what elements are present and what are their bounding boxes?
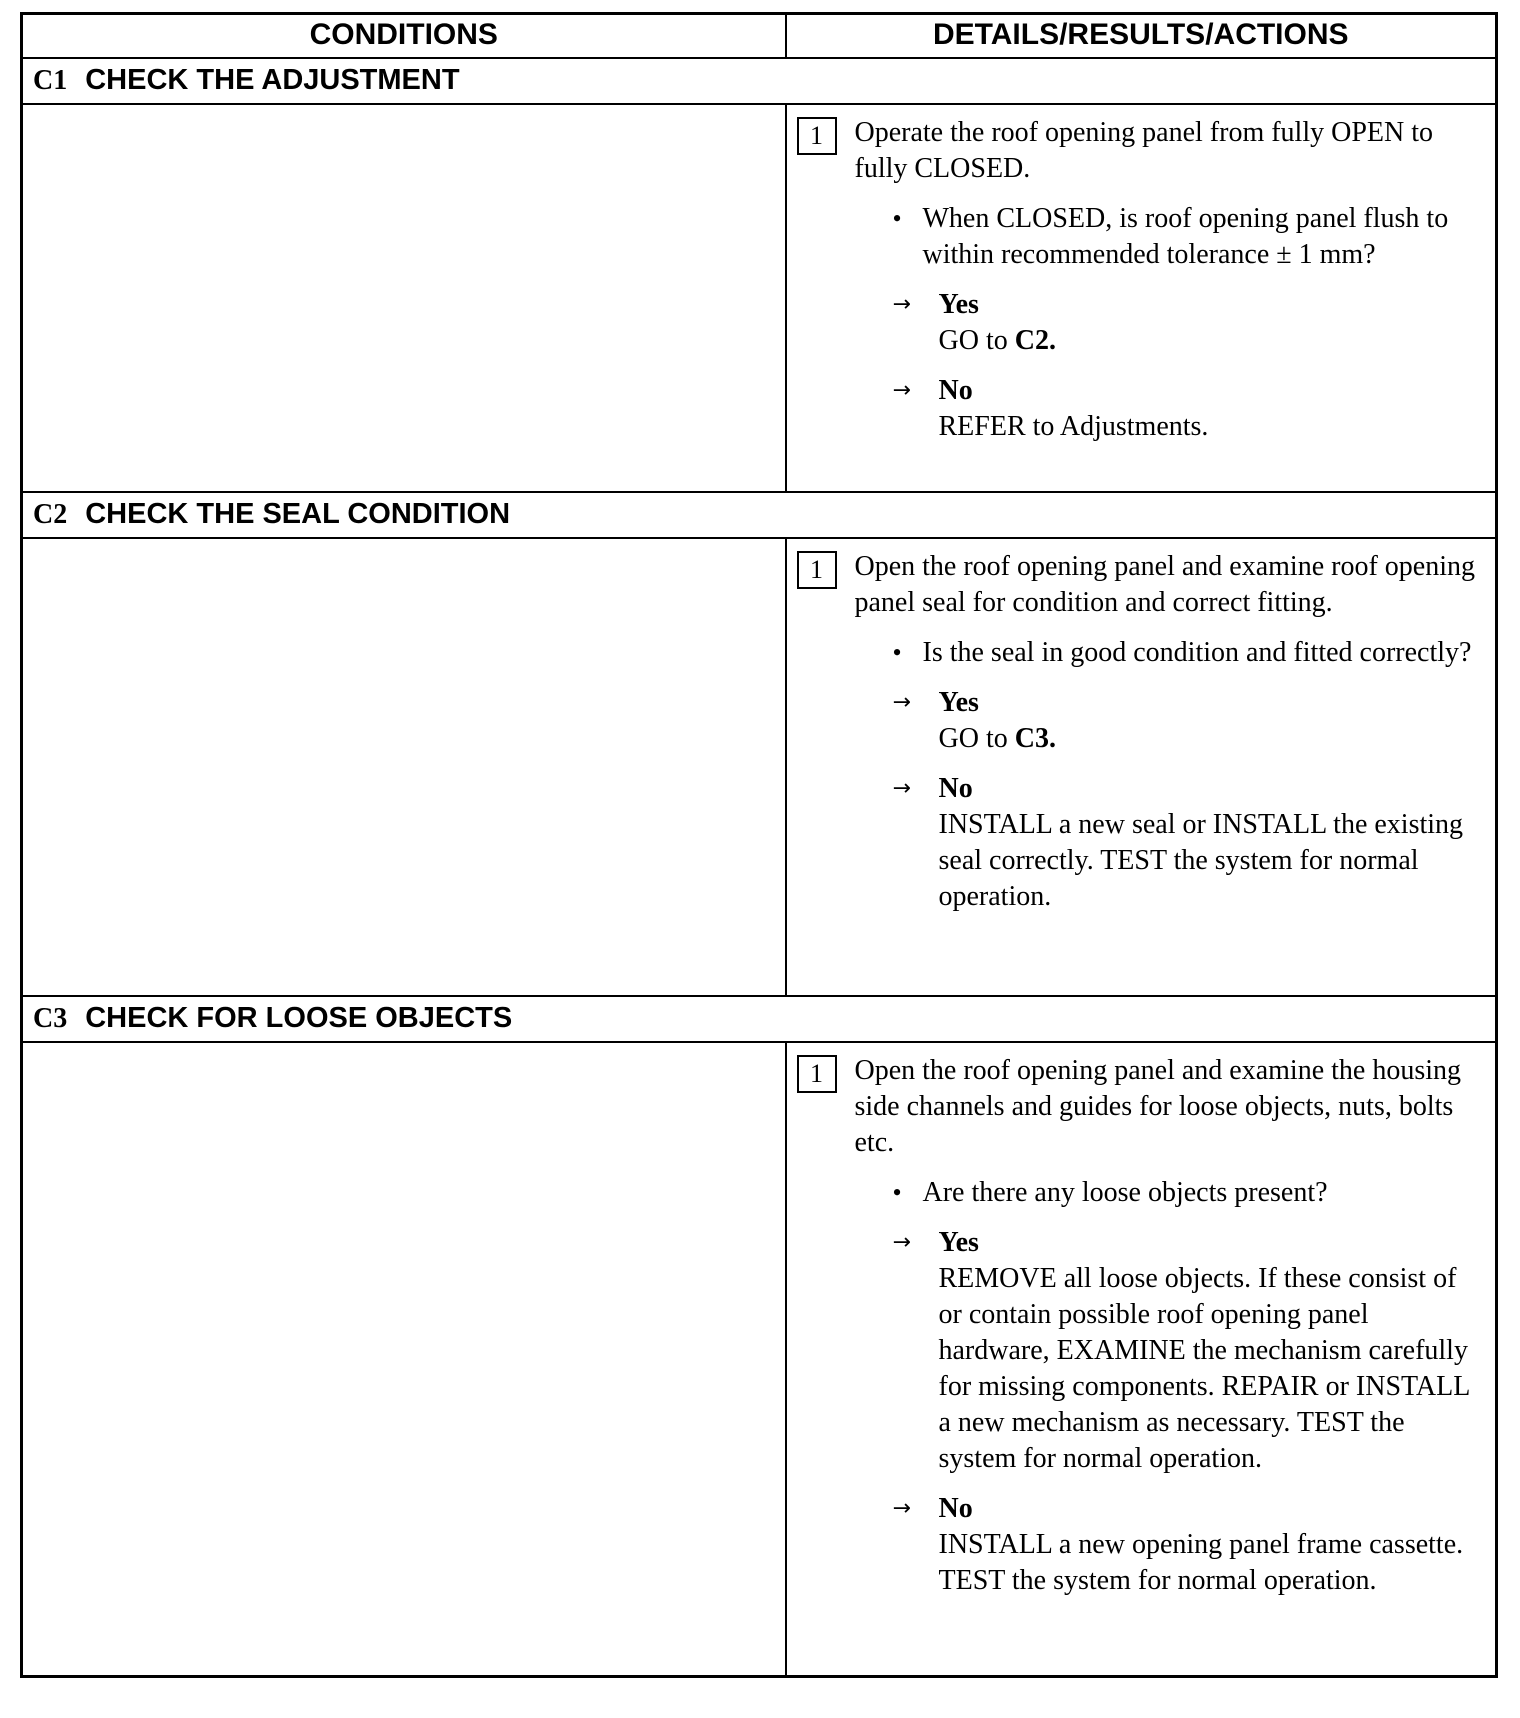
yes-action-text: GO to xyxy=(938,723,1015,754)
arrow-right-icon: → xyxy=(892,690,911,715)
step xyxy=(797,1053,1480,1161)
yes-action xyxy=(939,721,1056,757)
no-action: REFER to Adjustments. xyxy=(938,411,1209,442)
section-title-row xyxy=(22,58,1497,104)
arrow-right-icon: → xyxy=(892,776,911,801)
step-text: Open the roof opening panel and examine roof opening panel seal for condition and correct fitting. xyxy=(854,551,1475,618)
step xyxy=(797,549,1480,621)
no-label: No xyxy=(938,773,973,804)
question-text: Are there any loose objects present? xyxy=(922,1177,1328,1208)
bullet-icon: • xyxy=(892,1178,902,1207)
details-cell xyxy=(786,104,1497,492)
bullet-icon: • xyxy=(892,204,902,233)
bullet-icon: • xyxy=(892,638,902,667)
section-body-row xyxy=(22,1042,1497,1676)
section-title: CHECK THE ADJUSTMENT xyxy=(85,64,460,96)
section-title: CHECK THE SEAL CONDITION xyxy=(85,498,511,530)
diagnostic-page xyxy=(20,12,1495,1692)
question xyxy=(893,201,1480,273)
yes-outcome xyxy=(893,287,1480,359)
conditions-cell xyxy=(22,1042,786,1676)
no-label: No xyxy=(938,1493,973,1524)
yes-label: Yes xyxy=(938,1227,979,1258)
no-action: INSTALL a new seal or INSTALL the existing seal correctly. TEST the system for normal operation. xyxy=(938,809,1464,912)
section-title: CHECK FOR LOOSE OBJECTS xyxy=(85,1002,513,1034)
table-header-row xyxy=(22,14,1497,59)
section-title-c2 xyxy=(22,492,1497,538)
yes-target: C2. xyxy=(1014,325,1056,356)
conditions-cell xyxy=(22,104,786,492)
step xyxy=(797,115,1480,187)
arrow-right-icon: → xyxy=(892,1496,911,1521)
no-action: INSTALL a new opening panel frame cassette. TEST the system for normal operation. xyxy=(938,1529,1464,1596)
section-title-row xyxy=(22,996,1497,1042)
step-text: Open the roof opening panel and examine the housing side channels and guides for loose objects, nuts, bolts etc. xyxy=(854,1055,1461,1158)
step-number: 1 xyxy=(797,551,837,589)
section-title-c3 xyxy=(22,996,1497,1042)
section-code: C1 xyxy=(33,65,68,96)
step-text: Operate the roof opening panel from fully OPEN to fully CLOSED. xyxy=(854,117,1434,184)
yes-outcome xyxy=(893,685,1480,757)
conditions-cell xyxy=(22,538,786,996)
no-outcome xyxy=(893,373,1480,445)
section-body-row xyxy=(22,104,1497,492)
yes-label: Yes xyxy=(938,289,979,320)
yes-action: REMOVE all loose objects. If these consist of or contain possible roof opening panel hardware, EXAMINE the mechanism carefully for missing components. REPAIR or INSTALL a new mechanism as necessary. TEST the system for normal operation. xyxy=(938,1263,1470,1474)
yes-label: Yes xyxy=(938,687,979,718)
yes-action xyxy=(939,323,1056,359)
details-cell xyxy=(786,1042,1497,1676)
no-outcome xyxy=(893,1491,1480,1599)
section-code: C3 xyxy=(33,1003,68,1034)
conditions-header: CONDITIONS xyxy=(22,14,786,59)
no-label: No xyxy=(938,375,973,406)
section-title-row xyxy=(22,492,1497,538)
section-body-row xyxy=(22,538,1497,996)
arrow-right-icon: → xyxy=(892,1230,911,1255)
question-text: Is the seal in good condition and fitted correctly? xyxy=(922,637,1472,668)
yes-target: C3. xyxy=(1014,723,1056,754)
arrow-right-icon: → xyxy=(892,292,911,317)
question xyxy=(893,1175,1480,1211)
question xyxy=(893,635,1480,671)
question-text: When CLOSED, is roof opening panel flush to within recommended tolerance ± 1 mm? xyxy=(922,203,1449,270)
step-number: 1 xyxy=(797,117,837,155)
details-header: DETAILS/RESULTS/ACTIONS xyxy=(786,14,1497,59)
section-code: C2 xyxy=(33,499,68,530)
pinpoint-test-table xyxy=(20,12,1498,1678)
arrow-right-icon: → xyxy=(892,378,911,403)
details-cell xyxy=(786,538,1497,996)
section-title-c1 xyxy=(22,58,1497,104)
step-number: 1 xyxy=(797,1055,837,1093)
no-outcome xyxy=(893,771,1480,915)
yes-outcome xyxy=(893,1225,1480,1477)
yes-action-text: GO to xyxy=(938,325,1015,356)
